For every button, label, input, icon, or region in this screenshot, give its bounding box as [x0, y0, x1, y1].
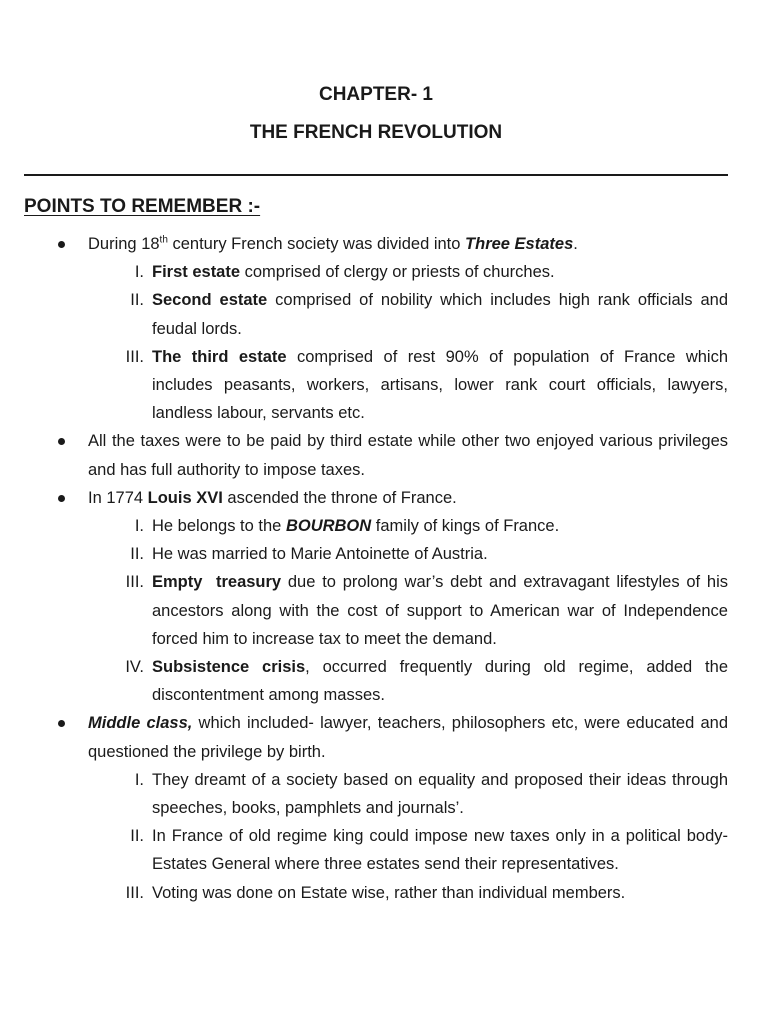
sub-item-number: I. — [134, 517, 144, 536]
sub-item-number: III. — [125, 573, 144, 592]
sub-item — [0, 512, 728, 540]
sub-item-number: I. — [134, 263, 144, 282]
sub-item-bold: Second estate — [152, 291, 268, 310]
sub-item — [0, 540, 728, 568]
sub-item-number: I. — [134, 770, 144, 789]
sub-item-text: comprised of clergy or priests of churches. — [240, 263, 555, 282]
sub-item-text: , occurred frequently during old regime, added the discontentment among masses. — [152, 658, 728, 705]
bullet-text: . — [573, 235, 578, 253]
sub-item-text: comprised of nobility which includes high rank officials and feudal lords. — [152, 291, 728, 338]
sub-item-text: He belongs to the — [152, 517, 286, 536]
bullet-text: During 18 — [88, 235, 160, 253]
bullet-dot-icon — [58, 438, 65, 445]
sub-item-number: II. — [130, 291, 144, 310]
sub-item-text: They dreamt of a society based on equality and proposed their ideas through speeches, books, pamphlets and journals’. — [152, 770, 728, 818]
sub-item-number: II. — [130, 545, 144, 564]
chapter-title: THE FRENCH REVOLUTION — [249, 122, 503, 143]
bullet-dot-icon — [58, 720, 65, 727]
bullet-dot-icon — [58, 495, 65, 502]
sub-item-text: family of kings of France. — [371, 517, 560, 536]
bullet-text: century French society was divided into — [167, 235, 466, 253]
sub-item-number: III. — [125, 883, 144, 902]
sub-item — [0, 258, 728, 286]
bullet-louis — [0, 484, 728, 512]
points-list — [0, 230, 768, 907]
bullet-text: ascended the throne of France. — [222, 488, 457, 507]
title-divider — [24, 174, 728, 176]
sub-item — [0, 286, 728, 342]
sub-item-text: due to prolong war’s debt and extravagant lifestyles of his ancestors along with the cost of support to American war of Independence forced him to increase tax to meet the demand. — [152, 573, 729, 648]
sub-item-text: He was married to Marie Antoinette of Austria. — [152, 545, 488, 564]
bullet-text: All the taxes were to be paid by third estate while other two enjoyed various privileges and has full authority to impose taxes. — [88, 432, 728, 479]
sub-item-text: In France of old regime king could impose new taxes only in a political body- Estates General where three estates send their representatives. — [152, 827, 728, 874]
sub-item-number: II. — [130, 827, 144, 846]
section-heading: POINTS TO REMEMBER :- — [24, 196, 261, 217]
sub-item — [0, 766, 728, 822]
sub-item-text: Voting was done on Estate wise, rather than individual members. — [152, 883, 626, 902]
sub-item — [0, 568, 728, 653]
bullet-dot-icon — [58, 241, 65, 248]
sub-item-bold: The third estate — [152, 347, 287, 366]
sub-item-bold: Empty treasury — [152, 573, 282, 592]
sub-item-number: IV. — [125, 658, 144, 677]
bullet-text: which included- lawyer, teachers, philosophers etc, were educated and questioned the privilege by birth. — [88, 714, 728, 761]
bullet-estates — [0, 230, 728, 258]
superscript: th — [159, 234, 168, 246]
sub-item-bold: Subsistence crisis — [152, 658, 306, 677]
sub-item — [0, 653, 728, 709]
bullet-bold: Louis XVI — [147, 488, 223, 507]
sub-item-text: comprised of rest 90% of population of France which includes peasants, workers, artisans, lower rank court officials, lawyers, landless labour, servants etc. — [152, 347, 728, 423]
emphasis: BOURBON — [285, 517, 372, 536]
sub-item — [0, 343, 728, 428]
sub-item — [0, 822, 728, 878]
chapter-number: CHAPTER- 1 — [318, 84, 433, 105]
bullet-taxes — [0, 427, 728, 483]
sub-item — [0, 879, 728, 907]
bullet-text: In 1774 — [88, 488, 148, 507]
sub-item-number: III. — [125, 347, 144, 366]
emphasis: Middle class, — [88, 714, 193, 733]
sub-item-bold: First estate — [152, 263, 241, 282]
bullet-middle-class — [0, 709, 728, 765]
emphasis: Three Estates — [465, 235, 574, 253]
